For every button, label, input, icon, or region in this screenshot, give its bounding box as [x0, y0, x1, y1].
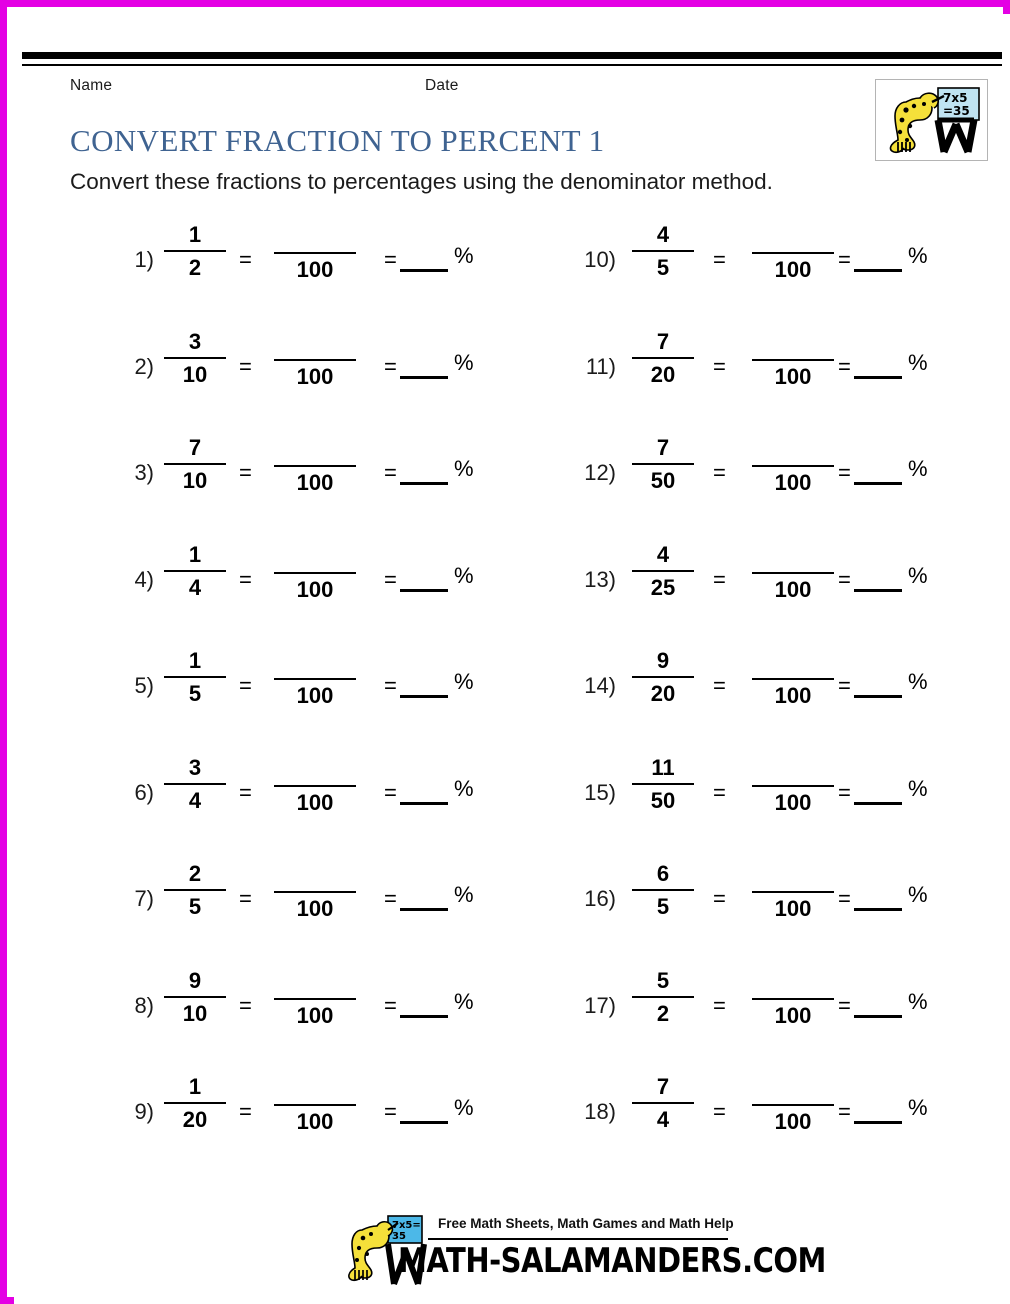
problem-number: 6) [134, 779, 154, 805]
footer-tagline: Free Math Sheets, Math Games and Math Help [438, 1216, 734, 1231]
denominator-hundred: 100 [296, 683, 334, 708]
denominator-hundred: 100 [774, 789, 812, 815]
equivalent-fraction [746, 647, 840, 710]
fraction-bar [164, 357, 226, 359]
problem-number: 12) [584, 460, 616, 485]
footer [14, 1206, 1010, 1296]
equals-sign-second: = [838, 673, 851, 698]
fraction-numerator: 2 [188, 861, 202, 886]
fraction-numerator: 7 [656, 435, 670, 460]
equals-sign-second: = [384, 1099, 397, 1124]
numerator-answer-blank[interactable] [274, 359, 356, 361]
fraction-denominator: 25 [650, 574, 676, 600]
problem-row [568, 434, 998, 524]
logo-board-line1: 7x5 [943, 91, 968, 105]
fraction [626, 860, 700, 921]
equals-sign-first: = [713, 886, 726, 911]
problem-row [106, 328, 526, 418]
fraction-numerator: 3 [188, 328, 202, 354]
fraction [158, 967, 232, 1028]
equals-sign-first: = [713, 566, 726, 592]
fraction-bar [164, 463, 226, 465]
percent-answer-blank[interactable] [400, 482, 448, 485]
percent-sign: % [908, 243, 928, 268]
percent-answer-blank[interactable] [400, 376, 448, 379]
fraction-numerator: 9 [656, 648, 670, 673]
numerator-answer-blank[interactable] [274, 1104, 356, 1106]
equals-sign-first: = [239, 992, 252, 1018]
fraction-numerator: 4 [656, 541, 670, 567]
fraction-numerator: 3 [188, 754, 202, 780]
fraction-numerator: 1 [188, 222, 202, 247]
equivalent-fraction [746, 1073, 840, 1136]
percent-answer-blank[interactable] [400, 269, 448, 272]
equals-sign-second: = [384, 460, 397, 485]
percent-sign: % [908, 456, 928, 481]
fraction-denominator: 5 [188, 681, 202, 706]
date-label: Date [425, 77, 459, 94]
equals-sign-second: = [838, 566, 851, 592]
equals-sign-first: = [239, 673, 252, 698]
denominator-hundred: 100 [296, 363, 334, 389]
fraction [626, 754, 700, 815]
fraction [626, 434, 700, 495]
fraction-bar [632, 783, 694, 785]
denominator-hundred: 100 [296, 576, 334, 602]
fraction-denominator: 4 [188, 574, 202, 600]
footer-brand [342, 1206, 826, 1296]
percent-sign: % [908, 562, 928, 588]
numerator-answer-blank[interactable] [274, 891, 356, 893]
percent-sign: % [908, 669, 928, 694]
problem-row [568, 1073, 998, 1163]
equals-sign-first: = [713, 992, 726, 1018]
numerator-answer-blank[interactable] [274, 252, 356, 254]
equivalent-fraction [746, 754, 840, 817]
percent-sign: % [454, 349, 474, 375]
fraction-denominator: 5 [188, 894, 202, 919]
header-logo [875, 79, 988, 161]
denominator-hundred: 100 [296, 896, 334, 921]
denominator-hundred: 100 [774, 1002, 812, 1028]
fraction-numerator: 7 [656, 1074, 670, 1099]
percent-answer-blank[interactable] [854, 695, 902, 698]
equals-sign-second: = [384, 992, 397, 1018]
problem-row [106, 541, 526, 631]
percent-sign: % [908, 988, 928, 1014]
problem-row [568, 647, 998, 737]
problem-number: 14) [584, 673, 616, 698]
equivalent-fraction [268, 541, 362, 604]
numerator-answer-blank[interactable] [274, 465, 356, 467]
equals-sign-first: = [713, 460, 726, 485]
equivalent-fraction [268, 434, 362, 497]
fraction-numerator: 1 [188, 648, 202, 673]
problem-number: 13) [584, 566, 616, 592]
fraction [158, 221, 232, 282]
problem-row [568, 967, 998, 1057]
fraction-denominator: 50 [650, 787, 676, 813]
equivalent-fraction [268, 1073, 362, 1136]
equivalent-fraction [746, 434, 840, 497]
percent-answer-blank[interactable] [854, 1121, 902, 1124]
equals-sign-first: = [239, 886, 252, 911]
fraction-bar [632, 1102, 694, 1104]
equivalent-fraction [746, 860, 840, 923]
fraction-denominator: 10 [182, 1000, 208, 1026]
problem-number: 7) [134, 886, 154, 911]
problem-row [106, 754, 526, 844]
logo-board-line2: =35 [943, 104, 970, 118]
fraction-denominator: 2 [656, 1000, 670, 1026]
problem-number: 10) [584, 247, 616, 272]
denominator-hundred: 100 [774, 896, 812, 921]
problem-row [568, 221, 998, 311]
percent-answer-blank[interactable] [400, 589, 448, 592]
equals-sign-second: = [838, 353, 851, 379]
fraction-numerator: 4 [656, 222, 670, 247]
equals-sign-first: = [239, 779, 252, 805]
denominator-hundred: 100 [296, 1002, 334, 1028]
equivalent-fraction [268, 221, 362, 284]
fraction-bar [164, 250, 226, 252]
numerator-answer-blank[interactable] [752, 678, 834, 680]
numerator-answer-blank[interactable] [752, 359, 834, 361]
equals-sign-second: = [384, 886, 397, 911]
fraction [626, 221, 700, 282]
equivalent-fraction [268, 967, 362, 1030]
fraction [158, 860, 232, 921]
name-label: Name [70, 77, 113, 94]
problem-row [568, 860, 998, 950]
numerator-answer-blank[interactable] [752, 785, 834, 787]
fraction-denominator: 50 [650, 468, 676, 493]
fraction-bar [164, 889, 226, 891]
percent-answer-blank[interactable] [400, 1121, 448, 1124]
equals-sign-second: = [838, 779, 851, 805]
denominator-hundred: 100 [774, 1109, 812, 1134]
denominator-hundred: 100 [774, 683, 812, 708]
equals-sign-second: = [838, 460, 851, 485]
problem-row [106, 860, 526, 950]
fraction-denominator: 5 [656, 255, 670, 280]
problem-row [106, 221, 526, 311]
equivalent-fraction [268, 647, 362, 710]
percent-answer-blank[interactable] [854, 482, 902, 485]
percent-answer-blank[interactable] [854, 1015, 902, 1018]
equals-sign-first: = [713, 353, 726, 379]
footer-board-line2: 35 [392, 1231, 406, 1242]
fraction-numerator: 11 [651, 754, 675, 780]
equals-sign-first: = [239, 460, 252, 485]
equals-sign-second: = [838, 247, 851, 272]
percent-sign: % [908, 775, 928, 801]
fraction-denominator: 20 [650, 681, 676, 706]
problem-row [106, 967, 526, 1057]
fraction [158, 1073, 232, 1134]
worksheet-sheet [14, 14, 1010, 1304]
problem-row [106, 434, 526, 524]
fraction-denominator: 4 [188, 787, 202, 813]
equals-sign-first: = [713, 1099, 726, 1124]
fraction [626, 967, 700, 1028]
percent-sign: % [454, 988, 474, 1014]
percent-sign: % [454, 243, 474, 268]
page-title: CONVERT FRACTION TO PERCENT 1 [70, 123, 605, 158]
equivalent-fraction [746, 967, 840, 1030]
denominator-hundred: 100 [774, 470, 812, 495]
percent-sign: % [908, 882, 928, 907]
salamander-blackboard-icon [876, 80, 987, 160]
fraction-bar [164, 676, 226, 678]
numerator-answer-blank[interactable] [752, 891, 834, 893]
fraction [158, 541, 232, 602]
fraction-denominator: 5 [656, 894, 670, 919]
fraction [626, 328, 700, 389]
denominator-hundred: 100 [774, 576, 812, 602]
problem-number: 11) [585, 353, 616, 379]
percent-sign: % [454, 1095, 474, 1120]
equals-sign-second: = [838, 992, 851, 1018]
problem-number: 16) [584, 886, 616, 911]
problem-row [568, 541, 998, 631]
equals-sign-first: = [239, 1099, 252, 1124]
fraction-bar [632, 250, 694, 252]
problem-number: 17) [584, 992, 616, 1018]
equivalent-fraction [268, 754, 362, 817]
fraction-numerator: 1 [188, 1074, 202, 1099]
fraction [158, 754, 232, 815]
header-rule-thick [22, 52, 1002, 59]
percent-sign: % [454, 882, 474, 907]
problem-row [106, 647, 526, 737]
numerator-answer-blank[interactable] [274, 998, 356, 1000]
equals-sign-first: = [713, 779, 726, 805]
fraction-bar [164, 570, 226, 572]
numerator-answer-blank[interactable] [274, 785, 356, 787]
numerator-answer-blank[interactable] [752, 465, 834, 467]
percent-sign: % [454, 669, 474, 694]
equivalent-fraction [746, 541, 840, 604]
equals-sign-second: = [384, 353, 397, 379]
fraction-denominator: 10 [182, 468, 208, 493]
percent-sign: % [908, 1095, 928, 1120]
denominator-hundred: 100 [296, 470, 334, 495]
fraction-numerator: 9 [188, 967, 202, 993]
equals-sign-second: = [838, 886, 851, 911]
footer-board-line1: 7x5= [392, 1220, 421, 1231]
problem-row [106, 1073, 526, 1163]
fraction-denominator: 20 [182, 1107, 208, 1132]
percent-sign: % [908, 349, 928, 375]
fraction-denominator: 10 [182, 361, 208, 387]
equals-sign-first: = [239, 247, 252, 272]
problem-row [568, 754, 998, 844]
problem-row [568, 328, 998, 418]
fraction [626, 541, 700, 602]
fraction-denominator: 20 [650, 361, 676, 387]
percent-sign: % [454, 775, 474, 801]
equals-sign-first: = [239, 566, 252, 592]
problem-number: 4) [134, 566, 154, 592]
fraction [158, 647, 232, 708]
numerator-answer-blank[interactable] [752, 572, 834, 574]
equals-sign-first: = [713, 673, 726, 698]
fraction-numerator: 7 [188, 435, 202, 460]
percent-answer-blank[interactable] [854, 269, 902, 272]
fraction-numerator: 5 [656, 967, 670, 993]
percent-answer-blank[interactable] [400, 695, 448, 698]
fraction-bar [632, 357, 694, 359]
fraction [158, 434, 232, 495]
percent-answer-blank[interactable] [854, 376, 902, 379]
numerator-answer-blank[interactable] [274, 678, 356, 680]
percent-answer-blank[interactable] [854, 589, 902, 592]
numerator-answer-blank[interactable] [274, 572, 356, 574]
fraction-bar [164, 996, 226, 998]
equivalent-fraction [268, 860, 362, 923]
numerator-answer-blank[interactable] [752, 252, 834, 254]
problem-number: 1) [134, 247, 154, 272]
equivalent-fraction [746, 328, 840, 391]
fraction-numerator: 7 [656, 328, 670, 354]
fraction-numerator: 6 [656, 861, 670, 886]
fraction [626, 647, 700, 708]
fraction-bar [632, 463, 694, 465]
percent-answer-blank[interactable] [400, 908, 448, 911]
problem-number: 3) [134, 460, 154, 485]
fraction-bar [632, 996, 694, 998]
equals-sign-first: = [713, 247, 726, 272]
equals-sign-second: = [384, 779, 397, 805]
fraction-bar [632, 676, 694, 678]
percent-answer-blank[interactable] [854, 802, 902, 805]
percent-answer-blank[interactable] [400, 1015, 448, 1018]
fraction-denominator: 2 [188, 255, 202, 280]
problem-number: 5) [134, 673, 154, 698]
fraction-bar [164, 1102, 226, 1104]
percent-answer-blank[interactable] [400, 802, 448, 805]
page-subtitle: Convert these fractions to percentages using the denominator method. [70, 169, 773, 194]
denominator-hundred: 100 [774, 257, 812, 282]
equivalent-fraction [268, 328, 362, 391]
fraction-denominator: 4 [656, 1107, 670, 1132]
header-rule-thin [22, 64, 1002, 66]
problem-number: 8) [134, 992, 154, 1018]
problem-number: 18) [584, 1099, 616, 1124]
equals-sign-second: = [384, 566, 397, 592]
equals-sign-second: = [384, 673, 397, 698]
problem-number: 2) [134, 353, 154, 379]
fraction-bar [164, 783, 226, 785]
equals-sign-second: = [384, 247, 397, 272]
footer-site-name: MATH-SALAMANDERS.COM [398, 1240, 826, 1281]
denominator-hundred: 100 [296, 257, 334, 282]
equals-sign-second: = [838, 1099, 851, 1124]
fraction-bar [632, 570, 694, 572]
fraction [158, 328, 232, 389]
percent-sign: % [454, 456, 474, 481]
problem-number: 15) [584, 779, 616, 805]
problem-number: 9) [134, 1099, 154, 1124]
numerator-answer-blank[interactable] [752, 1104, 834, 1106]
percent-sign: % [454, 562, 474, 588]
fraction-numerator: 1 [188, 541, 202, 567]
equals-sign-first: = [239, 353, 252, 379]
denominator-hundred: 100 [296, 789, 334, 815]
fraction-bar [632, 889, 694, 891]
denominator-hundred: 100 [296, 1109, 334, 1134]
fraction [626, 1073, 700, 1134]
equivalent-fraction [746, 221, 840, 284]
numerator-answer-blank[interactable] [752, 998, 834, 1000]
percent-answer-blank[interactable] [854, 908, 902, 911]
denominator-hundred: 100 [774, 363, 812, 389]
